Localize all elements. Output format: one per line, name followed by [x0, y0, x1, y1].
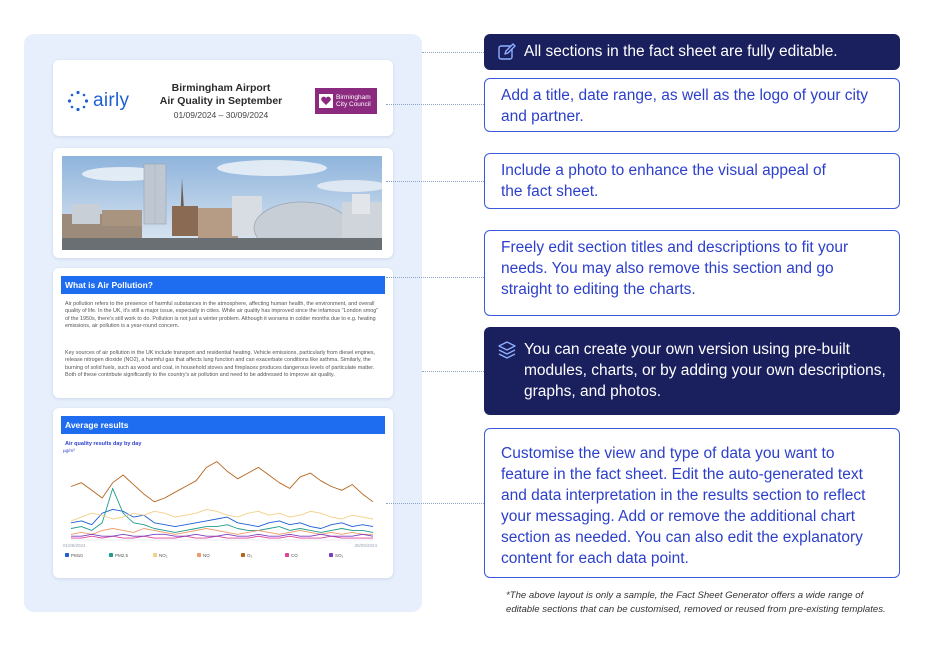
callout-modules-text: You can create your own version using pre-built modules, charts, or by adding your own descriptions, graphs, and photos. [524, 341, 886, 400]
connector-4 [386, 277, 484, 278]
chart-subtitle: Air quality results day by day [65, 441, 142, 447]
title-block [151, 82, 291, 120]
title-line-2: Air Quality in September [159, 95, 283, 107]
series-line-2 [71, 509, 373, 521]
callout-charts [484, 428, 900, 578]
layers-icon [498, 341, 516, 359]
connector-3 [386, 181, 484, 182]
airly-dots-icon [67, 90, 89, 112]
footnote: *The above layout is only a sample, the Fact Sheet Generator offers a wide range of editable sections that can be customised, removed or reused from pre-existing templates. [506, 590, 886, 615]
x-end-label: 30/09/2024 [354, 543, 377, 548]
text-section-card[interactable] [53, 268, 393, 398]
callout-photo-text: Include a photo to enhance the visual appeal of the fact sheet. [501, 162, 826, 200]
partner-logo [315, 88, 377, 114]
callout-charts-text: Customise the view and type of data you want to feature in the fact sheet. Edit the auto-generated text and data interpretation in the results section to reflect your messaging. Add or remove the additional chart section as needed. You can also edit the explanatory content for each data point. [501, 445, 866, 567]
photo-card[interactable] [53, 148, 393, 258]
edit-icon [498, 43, 516, 61]
connector-5 [422, 371, 484, 372]
legend-label-4: O₃ [247, 553, 253, 558]
title-line-1: Birmingham Airport [171, 82, 271, 94]
callout-modules [484, 327, 900, 415]
legend-label-0: PM10 [71, 553, 83, 558]
legend-swatch-5 [285, 553, 289, 557]
legend-label-6: SO₂ [335, 553, 344, 558]
legend-swatch-6 [329, 553, 333, 557]
connector-1 [422, 52, 484, 53]
series-line-4 [71, 462, 373, 502]
airly-logo [67, 90, 129, 112]
section-title[interactable]: What is Air Pollution? [61, 276, 385, 294]
callout-editable [484, 34, 900, 70]
city-photo [62, 156, 382, 250]
callout-sections-text: Freely edit section titles and descriptions to fit your needs. You may also remove this section and go straight to editing the charts. [501, 239, 849, 298]
callout-title-text: Add a title, date range, as well as the logo of your city and partner. [501, 87, 869, 125]
legend-label-3: NO [203, 553, 210, 558]
legend-swatch-1 [109, 553, 113, 557]
header-card[interactable] [53, 60, 393, 136]
callout-photo [484, 153, 900, 209]
connector-6 [386, 503, 484, 504]
connector-2 [386, 104, 484, 105]
callout-title [484, 78, 900, 132]
callout-sections [484, 230, 900, 316]
partner-line-2: City Council [336, 101, 371, 108]
legend-swatch-0 [65, 553, 69, 557]
legend-swatch-4 [241, 553, 245, 557]
legend-label-2: NO₂ [159, 553, 168, 558]
partner-line-1: Birmingham [336, 94, 371, 101]
legend-label-5: CO [291, 553, 298, 558]
section-paragraph-2: Key sources of air pollution in the UK include transport and residential heating. Vehicle emissions, particularly from diesel engines, release nitrogen dioxide (NO2), a harmful gas that affects lung function and can exacerbate conditions like asthma. Similarly, the burning of solid fuels, such as wood and coal, in household stoves and fireplaces produces dangerous levels of particulate matter. Both of these contribute significantly to the country's air pollution and need to be addressed to improve air quality. [65, 350, 376, 378]
legend-swatch-3 [197, 553, 201, 557]
legend-label-1: PM2.5 [115, 553, 129, 558]
legend-swatch-2 [153, 553, 157, 557]
series-line-5 [71, 536, 373, 538]
x-start-label: 01/09/2024 [63, 543, 86, 548]
chart-section-title[interactable]: Average results [61, 416, 385, 434]
series-line-6 [71, 534, 373, 536]
logo-text: airly [93, 90, 130, 111]
y-axis-label: µg/m³ [63, 448, 75, 453]
section-paragraph-1: Air pollution refers to the presence of harmful substances in the atmosphere, affecting human health, the environment, and overall quality of life. In the UK, it's still a major issue, especially in cities. While air quality has improved since the infamous "London smog" of the 1950s, there's still work to do. Pollution is not just a winter problem. Although it worsens in colder months due to e.g. heating emissions, air pollution is a year-round concern. [65, 301, 379, 329]
date-range: 01/09/2024 – 30/09/2024 [173, 110, 269, 120]
heart-icon [319, 94, 333, 108]
air-quality-line-chart [61, 442, 385, 572]
chart-section-card[interactable] [53, 408, 393, 578]
callout-editable-text: All sections in the fact sheet are fully editable. [524, 43, 838, 60]
